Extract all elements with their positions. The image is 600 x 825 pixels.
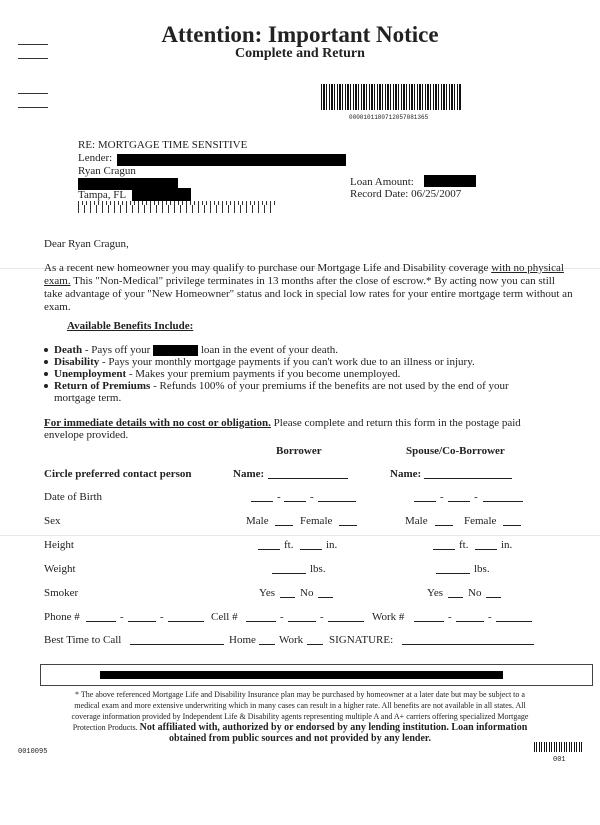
benefits-heading: Available Benefits Include: <box>67 320 194 332</box>
redaction-bar <box>132 188 191 201</box>
dash: - <box>474 491 478 503</box>
intro-text-rest: This "Non-Medical" privilege terminates in 13 months after the close of escrow.* By acting now you can still take advantage of your "New Homeowner" status and lock in special low rates for your entire mortgage term without an exam. <box>44 275 573 313</box>
sex-label: Sex <box>44 515 61 527</box>
benefit-desc: loan in the event of your death. <box>198 344 338 356</box>
lbs-label: lbs. <box>474 563 490 575</box>
borrower-name-field[interactable] <box>268 478 348 479</box>
borrower-dob-year[interactable] <box>318 501 356 502</box>
benefit-desc: - Refunds 100% of your premiums if the benefits are not used by the end of your <box>150 380 509 392</box>
coborrower-name-label[interactable]: Name: <box>390 468 422 480</box>
small-barcode <box>534 742 582 752</box>
benefit-name: Death <box>54 344 83 356</box>
coborrower-male-label: Male <box>405 515 428 527</box>
borrower-male-field[interactable] <box>275 525 293 526</box>
coborrower-male-field[interactable] <box>435 525 453 526</box>
work-label: Work # <box>372 611 405 623</box>
margin-mark <box>18 107 48 108</box>
weight-label: Weight <box>44 563 76 575</box>
work-prefix[interactable] <box>456 621 484 622</box>
coborrower-dob-day[interactable] <box>448 501 470 502</box>
signature-field[interactable] <box>402 644 534 645</box>
margin-mark <box>18 93 48 94</box>
borrower-male-label: Male <box>246 515 269 527</box>
borrower-no-field[interactable] <box>318 597 333 598</box>
fold-line <box>0 535 600 536</box>
phone-area[interactable] <box>86 621 116 622</box>
dash: - <box>320 611 324 623</box>
ft-label: ft. <box>284 539 294 551</box>
dash: - <box>120 611 124 623</box>
benefit-desc: - Pays your monthly mortgage payments if you can't work due to an illness or injury. <box>99 356 475 368</box>
postal-barcode <box>78 205 276 213</box>
lbs-label: lbs. <box>310 563 326 575</box>
redaction-bar <box>117 154 346 166</box>
height-label: Height <box>44 539 74 551</box>
coborrower-dob-month[interactable] <box>414 501 436 502</box>
intro-paragraph <box>44 262 574 314</box>
coborrower-name-field[interactable] <box>424 478 512 479</box>
benefit-name: Return of Premiums <box>54 380 151 392</box>
benefit-desc: - Makes your premium payments if you become unemployed. <box>126 368 401 380</box>
best-time-field[interactable] <box>130 644 224 645</box>
work-time-label: Work <box>279 634 304 646</box>
work-field[interactable] <box>307 644 323 645</box>
disclaimer <box>62 689 538 744</box>
cell-line[interactable] <box>328 621 364 622</box>
intro-no-exam: with no physical exam. <box>44 262 564 287</box>
phone-label: Phone # <box>44 611 80 623</box>
salutation: Dear Ryan Cragun, <box>44 238 129 250</box>
coborrower-yes-field[interactable] <box>448 597 463 598</box>
coborrower-no-field[interactable] <box>486 597 501 598</box>
borrower-yes-label: Yes <box>259 587 276 599</box>
margin-mark <box>18 58 48 59</box>
coborrower-heading: Spouse/Co-Borrower <box>406 445 505 457</box>
borrower-yes-field[interactable] <box>280 597 295 598</box>
work-line[interactable] <box>496 621 532 622</box>
benefit-item <box>44 368 400 380</box>
re-line: RE: MORTGAGE TIME SENSITIVE <box>78 139 248 151</box>
cell-area[interactable] <box>246 621 276 622</box>
dash: - <box>310 491 314 503</box>
borrower-dob-month[interactable] <box>251 501 273 502</box>
phone-prefix[interactable] <box>128 621 156 622</box>
coborrower-weight[interactable] <box>436 573 470 574</box>
redaction-bar <box>100 671 503 679</box>
benefit-desc-cont: mortgage term. <box>54 392 122 404</box>
details-bold: For immediate details with no cost or obligation. <box>44 417 271 429</box>
coborrower-height-in[interactable] <box>475 549 497 550</box>
intro-text: As a recent new homeowner you may qualify to purchase our Mortgage Life and Disability coverage <box>44 262 492 274</box>
ft-label: ft. <box>459 539 469 551</box>
right-code: 001 <box>553 756 566 764</box>
bullet-icon <box>44 348 48 352</box>
coborrower-dob-year[interactable] <box>483 501 523 502</box>
notice-title: Attention: Important Notice <box>161 22 439 47</box>
signature-label: SIGNATURE: <box>329 634 394 646</box>
benefit-item <box>44 380 509 392</box>
lender-label: Lender: <box>78 152 113 164</box>
coborrower-height-ft[interactable] <box>433 549 455 550</box>
borrower-height-ft[interactable] <box>258 549 280 550</box>
borrower-height-in[interactable] <box>300 549 322 550</box>
dash: - <box>160 611 164 623</box>
details-text: Please complete and return this form in the postage paid <box>270 417 521 429</box>
in-label: in. <box>501 539 513 551</box>
recipient-city: Tampa, FL <box>78 189 127 201</box>
benefit-name: Disability <box>54 356 100 368</box>
benefit-item <box>44 356 475 368</box>
borrower-heading: Borrower <box>276 445 322 457</box>
disclaimer-bold: Not affiliated with, authorized by or endorsed by any lending institution. Loan information obtained from public sources and not provided by any lender. <box>139 722 528 744</box>
bullet-icon <box>44 384 48 388</box>
borrower-weight[interactable] <box>272 573 306 574</box>
borrower-no-label: No <box>300 587 314 599</box>
benefit-desc: - Pays off your <box>82 344 154 356</box>
coborrower-female-label: Female <box>464 515 497 527</box>
benefit-name: Unemployment <box>54 368 127 380</box>
dash: - <box>488 611 492 623</box>
benefit-item <box>44 344 338 356</box>
notice-subtitle: Complete and Return <box>235 46 365 61</box>
margin-mark <box>18 44 48 45</box>
bullet-icon <box>44 360 48 364</box>
coborrower-female-field[interactable] <box>503 525 521 526</box>
dob-label: Date of Birth <box>44 491 103 503</box>
redaction-bar <box>153 345 198 356</box>
recipient-name: Ryan Cragun <box>78 165 136 177</box>
borrower-female-field[interactable] <box>339 525 357 526</box>
cell-label: Cell # <box>211 611 238 623</box>
home-field[interactable] <box>259 644 275 645</box>
borrower-female-label: Female <box>300 515 333 527</box>
dash: - <box>448 611 452 623</box>
dash: - <box>440 491 444 503</box>
borrower-dob-day[interactable] <box>284 501 306 502</box>
borrower-name-label[interactable]: Name: <box>233 468 265 480</box>
phone-line[interactable] <box>168 621 204 622</box>
bullet-icon <box>44 372 48 376</box>
in-label: in. <box>326 539 338 551</box>
smoker-label: Smoker <box>44 587 79 599</box>
details-line-2: envelope provided. <box>44 429 129 441</box>
dash: - <box>280 611 284 623</box>
work-area[interactable] <box>414 621 444 622</box>
barcode-number: 0000101180712057081365 <box>349 114 429 121</box>
contact-person-label: Circle preferred contact person <box>44 468 192 480</box>
coborrower-no-label: No <box>468 587 482 599</box>
dash: - <box>277 491 281 503</box>
coborrower-yes-label: Yes <box>427 587 444 599</box>
left-code: 0010095 <box>18 748 48 756</box>
disclaimer-text: * The above referenced Mortgage Life and Disability Insurance plan may be purchased by homeowner at a later date but may be subject to a medical exam and more extensive underwriting which in many cases can result in a higher rate. All benefits are not available in all states. All coverage information provided by Independent Life & Disability agents representing multiple A and A+ carriers offering specialized Mortgage Protection Products. <box>71 690 529 732</box>
home-label: Home <box>229 634 256 646</box>
cell-prefix[interactable] <box>288 621 316 622</box>
redaction-bar <box>424 175 476 187</box>
barcode <box>321 84 461 110</box>
best-time-label: Best Time to Call <box>44 634 122 646</box>
record-date: Record Date: 06/25/2007 <box>350 188 462 200</box>
loan-amount-label: Loan Amount: <box>350 176 414 188</box>
